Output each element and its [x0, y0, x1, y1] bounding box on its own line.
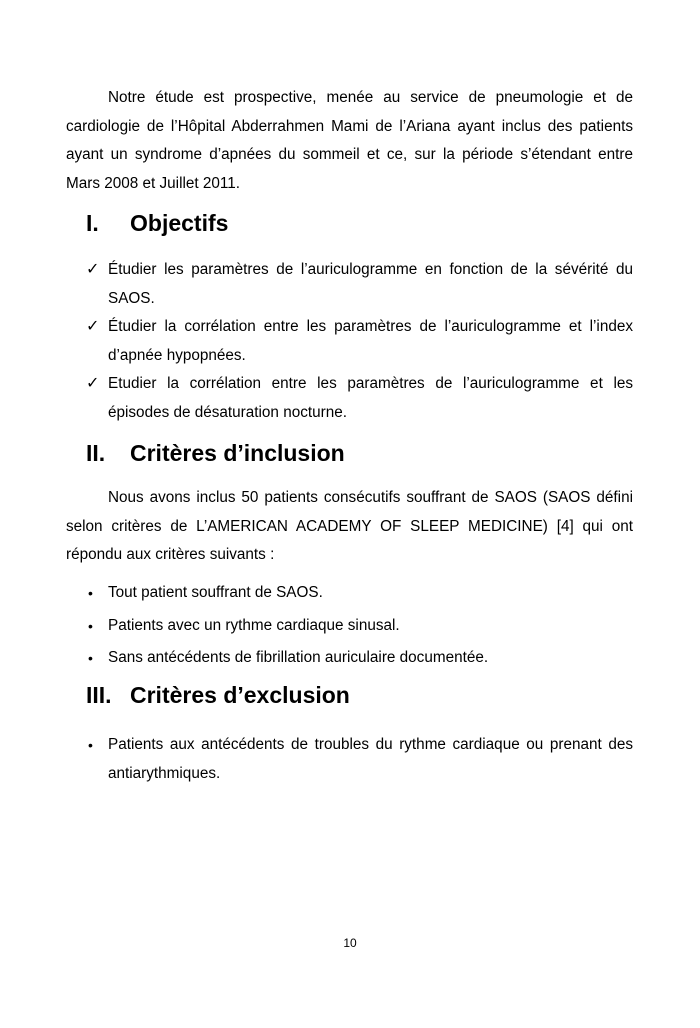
intro-paragraph: [66, 84, 633, 198]
list-item-text: Etudier la corrélation entre les paramètres de l’auriculogramme et les épisodes de désaturation nocturne.: [108, 375, 633, 421]
inclusion-list: [86, 579, 633, 677]
bullet-icon: •: [88, 737, 93, 753]
list-item: [86, 579, 633, 608]
section-title: Critères d’exclusion: [130, 682, 350, 708]
bullet-icon: •: [88, 585, 93, 601]
section-number: III.: [86, 682, 112, 708]
list-item-text: Patients avec un rythme cardiaque sinusal.: [108, 616, 400, 634]
section-number: I.: [86, 210, 99, 236]
intro-text: Notre étude est prospective, menée au service de pneumologie et de cardiologie de l’Hôpital Abderrahmen Mami de l’Ariana ayant inclus des patients ayant un syndrome d’apnées du sommeil et ce, sur la période s’étendant entre Mars 2008 et Juillet 2011.: [66, 89, 633, 192]
section-number: II.: [86, 440, 106, 466]
list-item-text: Étudier la corrélation entre les paramètres de l’auriculogramme et l’index d’apnée hypopnées.: [108, 318, 633, 364]
section-title: Objectifs: [130, 210, 229, 236]
check-icon: ✓: [86, 318, 100, 335]
page-number: 10: [343, 936, 357, 950]
list-item-text: Tout patient souffrant de SAOS.: [108, 584, 323, 601]
exclusion-list: [86, 731, 633, 788]
check-icon: ✓: [86, 375, 100, 392]
section-title: Critères d’inclusion: [130, 440, 345, 466]
list-item: [86, 370, 633, 427]
section-heading-objectifs: [86, 209, 228, 237]
list-item: [86, 612, 633, 641]
inclusion-text: Nous avons inclus 50 patients consécutifs souffrant de SAOS (SAOS défini selon critères de L’AMERICAN ACADEMY OF SLEEP MEDICINE) [4] qui ont répondu aux critères suivants :: [66, 489, 633, 563]
list-item-text: Sans antécédents de fibrillation auriculaire documentée.: [108, 649, 489, 666]
inclusion-paragraph: [66, 484, 633, 570]
objectifs-list: [86, 256, 633, 427]
list-item-text: Patients aux antécédents de troubles du rythme cardiaque ou prenant des antiarythmiques.: [108, 736, 633, 782]
list-item: [86, 313, 633, 370]
bullet-icon: •: [88, 617, 93, 634]
section-heading-exclusion: [86, 681, 350, 709]
list-item: [86, 256, 633, 313]
check-icon: ✓: [86, 261, 100, 278]
list-item: [86, 644, 633, 673]
bullet-icon: •: [88, 650, 93, 666]
section-heading-inclusion: [86, 439, 345, 467]
list-item-text: Étudier les paramètres de l’auriculogramme en fonction de la sévérité du SAOS.: [108, 261, 633, 307]
list-item: [86, 731, 633, 788]
